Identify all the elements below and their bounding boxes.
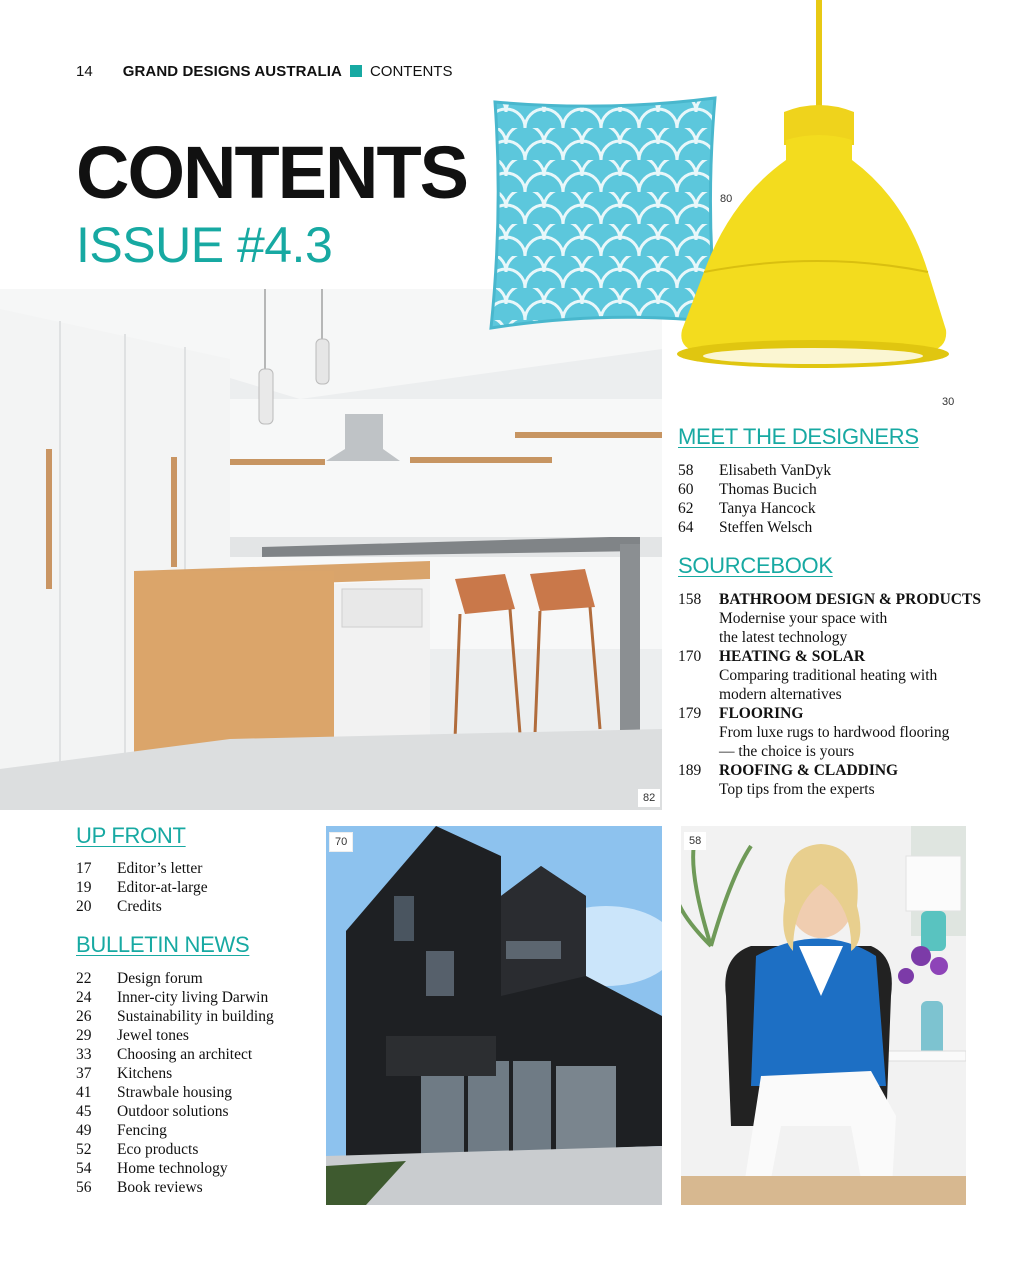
page-title: CONTENTS xyxy=(76,131,467,214)
sourcebook-heading: SOURCEBOOK xyxy=(678,553,833,578)
list-item-page: 58 xyxy=(678,462,694,479)
list-item-text: Kitchens xyxy=(117,1065,173,1082)
list-item-page: 52 xyxy=(76,1141,92,1158)
list-item xyxy=(76,1045,316,1064)
list-item-text: Steffen Welsch xyxy=(719,519,813,536)
up-front-list xyxy=(76,859,316,916)
list-item-page: 189 xyxy=(678,762,702,779)
list-item-page: 54 xyxy=(76,1160,92,1177)
list-item-text: Fencing xyxy=(117,1122,167,1139)
list-item xyxy=(76,897,316,916)
list-item-title: FLOORING xyxy=(719,705,804,722)
list-item-page: 19 xyxy=(76,879,92,896)
list-item-page: 179 xyxy=(678,705,702,722)
list-item-text: Choosing an architect xyxy=(117,1046,253,1063)
list-item-text: Editor’s letter xyxy=(117,860,203,877)
house-page-ref: 70 xyxy=(329,832,353,852)
list-item-text: Design forum xyxy=(117,970,203,987)
list-item xyxy=(678,461,978,480)
running-header xyxy=(76,61,452,81)
list-item-title: ROOFING & CLADDING xyxy=(719,762,899,779)
sourcebook-list xyxy=(678,590,998,799)
list-item-page: 26 xyxy=(76,1008,92,1025)
list-item xyxy=(76,988,316,1007)
list-item xyxy=(678,480,978,499)
list-item-page: 170 xyxy=(678,648,702,665)
list-item-content xyxy=(719,704,998,761)
section-name: CONTENTS xyxy=(369,62,453,80)
list-item-title: HEATING & SOLAR xyxy=(719,648,866,665)
list-item xyxy=(76,1026,316,1045)
list-item-text: Credits xyxy=(117,898,162,915)
list-item-description: From luxe rugs to hardwood flooring xyxy=(719,724,950,741)
list-item-page: 33 xyxy=(76,1046,92,1063)
list-item-page: 60 xyxy=(678,481,694,498)
list-item xyxy=(76,1102,316,1121)
list-item xyxy=(76,1121,316,1140)
list-item-page: 20 xyxy=(76,898,92,915)
list-item-text: Home technology xyxy=(117,1160,228,1177)
list-item-text: Strawbale housing xyxy=(117,1084,232,1101)
list-item-description: Top tips from the experts xyxy=(719,781,875,798)
list-item-page: 56 xyxy=(76,1179,92,1196)
cushion-page-ref: 80 xyxy=(720,193,733,205)
list-item-page: 29 xyxy=(76,1027,92,1044)
kitchen-illustration xyxy=(0,289,662,810)
list-item-text: Thomas Bucich xyxy=(719,481,817,498)
list-item xyxy=(76,969,316,988)
list-item xyxy=(76,1159,316,1178)
designer-portrait-photo xyxy=(681,826,966,1205)
list-item xyxy=(76,878,316,897)
list-item xyxy=(678,499,978,518)
list-item-page: 24 xyxy=(76,989,92,1006)
list-item-page: 22 xyxy=(76,970,92,987)
list-item-content xyxy=(719,647,998,704)
list-item-page: 158 xyxy=(678,591,702,608)
list-item xyxy=(76,1178,316,1197)
list-item-text: Eco products xyxy=(117,1141,199,1158)
portrait-page-ref: 58 xyxy=(684,832,706,850)
kitchen-page-ref: 82 xyxy=(638,789,660,807)
list-item-description: — the choice is yours xyxy=(719,743,855,760)
list-item-text: Elisabeth VanDyk xyxy=(719,462,832,479)
list-item xyxy=(76,1007,316,1026)
bulletin-news-list xyxy=(76,969,316,1197)
meet-the-designers-heading: MEET THE DESIGNERS xyxy=(678,424,919,449)
house-photo xyxy=(326,826,662,1205)
list-item-page: 62 xyxy=(678,500,694,517)
list-item-description: modern alternatives xyxy=(719,686,842,703)
accent-square-icon xyxy=(350,65,362,77)
house-illustration xyxy=(326,826,662,1205)
list-item-page: 17 xyxy=(76,860,92,877)
list-item xyxy=(76,1140,316,1159)
lamp-page-ref: 30 xyxy=(942,396,955,408)
list-item-page: 45 xyxy=(76,1103,92,1120)
list-item xyxy=(76,1064,316,1083)
list-item-description: the latest technology xyxy=(719,629,848,646)
list-item-content xyxy=(719,761,998,799)
list-item-text: Editor-at-large xyxy=(117,879,208,896)
list-item xyxy=(678,518,978,537)
list-item xyxy=(678,704,998,761)
list-item-text: Jewel tones xyxy=(117,1027,189,1044)
list-item-content xyxy=(719,590,998,647)
bulletin-news-heading: BULLETIN NEWS xyxy=(76,932,250,957)
list-item-text: Book reviews xyxy=(117,1179,203,1196)
list-item xyxy=(678,590,998,647)
list-item-text: Sustainability in building xyxy=(117,1008,274,1025)
pendant-lamp-image xyxy=(676,0,956,372)
up-front-heading: UP FRONT xyxy=(76,823,186,848)
publication-name: GRAND DESIGNS AUSTRALIA xyxy=(122,62,342,80)
list-item xyxy=(76,859,316,878)
list-item xyxy=(678,761,998,799)
kitchen-photo xyxy=(0,289,662,810)
list-item-page: 41 xyxy=(76,1084,92,1101)
page-number: 14 xyxy=(76,62,93,80)
issue-number: ISSUE #4.3 xyxy=(76,217,333,273)
list-item-page: 49 xyxy=(76,1122,92,1139)
list-item-page: 37 xyxy=(76,1065,92,1082)
list-item-text: Tanya Hancock xyxy=(719,500,816,517)
list-item xyxy=(76,1083,316,1102)
meet-the-designers-list xyxy=(678,461,978,537)
list-item-description: Modernise your space with xyxy=(719,610,888,627)
list-item-text: Outdoor solutions xyxy=(117,1103,229,1120)
list-item-page: 64 xyxy=(678,519,694,536)
list-item-description: Comparing traditional heating with xyxy=(719,667,938,684)
list-item-title: BATHROOM DESIGN & PRODUCTS xyxy=(719,591,981,608)
list-item xyxy=(678,647,998,704)
list-item-text: Inner-city living Darwin xyxy=(117,989,269,1006)
portrait-illustration xyxy=(681,826,966,1205)
